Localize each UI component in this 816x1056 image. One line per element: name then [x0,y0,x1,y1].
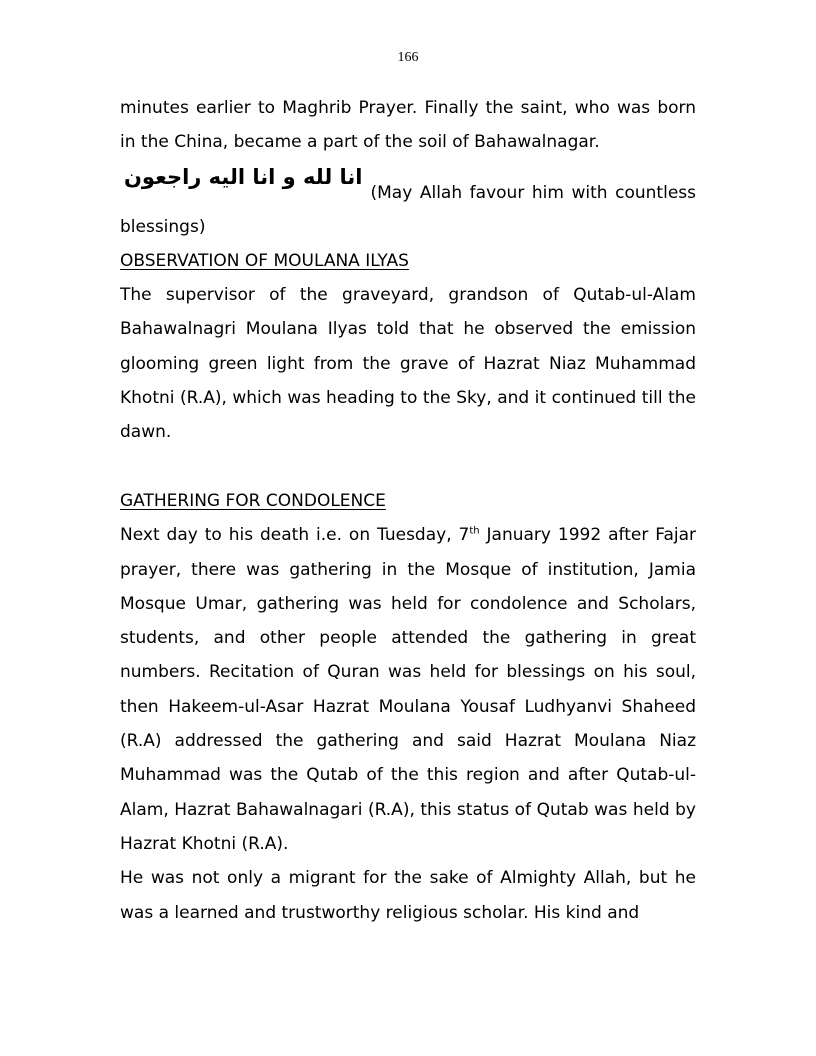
arabic-line [120,160,696,210]
condolence-text-start: Next day to his death i.e. on Tuesday, 7 [120,525,470,546]
arabic-phrase: انا لله و انا الیه راجعون [124,164,363,189]
paragraph-intro: minutes earlier to Maghrib Prayer. Finally the saint, who was born in the China, became a part of the soil of Bahawalnagar. [120,98,696,153]
paragraph-observation: The supervisor of the graveyard, grandson of Qutab-ul-Alam Bahawalnagri Moulana Ilyas told that he observed the emission glooming green light from the grave of Hazrat Niaz Muhammad Khotni (R.A), which was heading to the Sky, and it continued till the dawn. [120,285,696,443]
blessing-text: (May Allah favour him with countless [370,182,696,203]
heading-condolence: GATHERING FOR CONDOLENCE [120,490,386,511]
ordinal-suffix: th [469,525,480,537]
condolence-text-rest: January 1992 after Fajar prayer, there was gathering in the Mosque of institution, Jamia Mosque Umar, gathering was held for condolence and Scholars, students, and other people attended the gathering in great numbers. Recitation of Quran was held for blessings on his soul, then Hakeem-ul-Asar Hazrat Moulana Yousaf Ludhyanvi Shaheed (R.A) addressed the gathering and said Hazrat Moulana Niaz Muhammad was the Qutab of the this region and after Qutab-ul-Alam, Hazrat Bahawalnagari (R.A), this status of Qutab was held by Hazrat Khotni (R.A). [120,525,696,854]
paragraph-condolence [120,518,696,861]
document-body [120,91,696,930]
blessing-continuation: blessings) [120,216,206,237]
page-number: 166 [397,50,419,65]
heading-observation: OBSERVATION OF MOULANA ILYAS [120,250,409,271]
blank-line [120,450,696,484]
paragraph-migrant: He was not only a migrant for the sake of Almighty Allah, but he was a learned and trustworthy religious scholar. His kind and [120,868,696,923]
